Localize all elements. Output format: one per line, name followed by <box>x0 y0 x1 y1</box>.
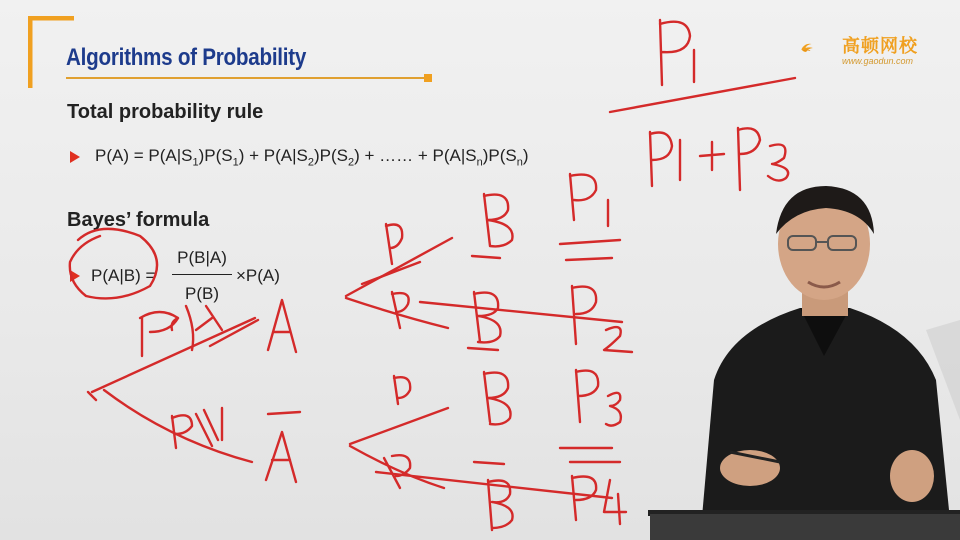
bayes-numerator: P(B|A) <box>177 248 227 267</box>
bayes-heading: Bayes’ formula <box>67 209 210 231</box>
podium <box>650 514 960 540</box>
bayes-denominator: P(B) <box>185 284 219 303</box>
bayes-lhs: P(A|B) = <box>91 266 156 285</box>
total-probability-formula: $P(A) = P(A|S_1)P(S_1) + P(A|S_2)P(S_2)$ + …… + $P(A|S_n)P(S_n)$ <box>95 146 529 169</box>
bayes-times: ×P(A) <box>236 266 280 285</box>
logo-name: 高顿网校 <box>842 36 918 56</box>
slide-title: Algorithms of Probability <box>66 44 307 71</box>
presenter-video <box>690 180 960 540</box>
total-probability-heading: Total probability rule <box>67 101 264 123</box>
logo-url: www.gaodun.com <box>842 56 914 66</box>
